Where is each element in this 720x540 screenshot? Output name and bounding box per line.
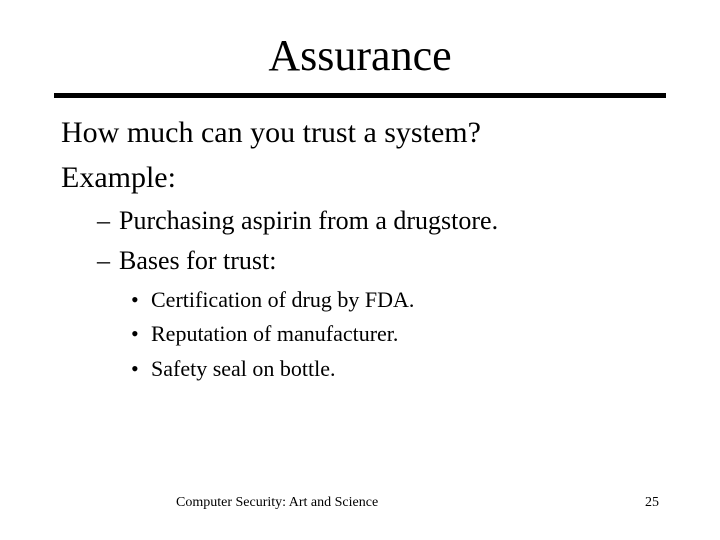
slide-footer: Computer Security: Art and Science: [176, 495, 379, 510]
slide-title: Assurance: [268, 31, 452, 80]
bullet-item-certification: [131, 286, 414, 314]
page-number: 25: [645, 495, 659, 510]
bullet-icon: •: [131, 356, 139, 381]
dash-marker-icon: –: [97, 206, 110, 235]
bullet-text: Reputation of manufacturer.: [151, 321, 399, 346]
sub-item-text: Bases for trust:: [119, 246, 277, 275]
bullet-item-reputation: [131, 320, 398, 348]
bullet-icon: •: [131, 321, 139, 346]
bullet-text: Safety seal on bottle.: [151, 356, 336, 381]
title-divider: [54, 93, 666, 98]
dash-marker-icon: –: [97, 246, 110, 275]
sub-item-bases: [97, 245, 276, 277]
bullet-text: Certification of drug by FDA.: [151, 287, 415, 312]
body-line-example: Example:: [61, 161, 176, 194]
body-line-question: How much can you trust a system?: [61, 116, 481, 149]
sub-item-text: Purchasing aspirin from a drugstore.: [119, 206, 499, 235]
bullet-item-safety-seal: [131, 355, 336, 383]
bullet-icon: •: [131, 287, 139, 312]
sub-item-purchasing: [97, 205, 498, 237]
